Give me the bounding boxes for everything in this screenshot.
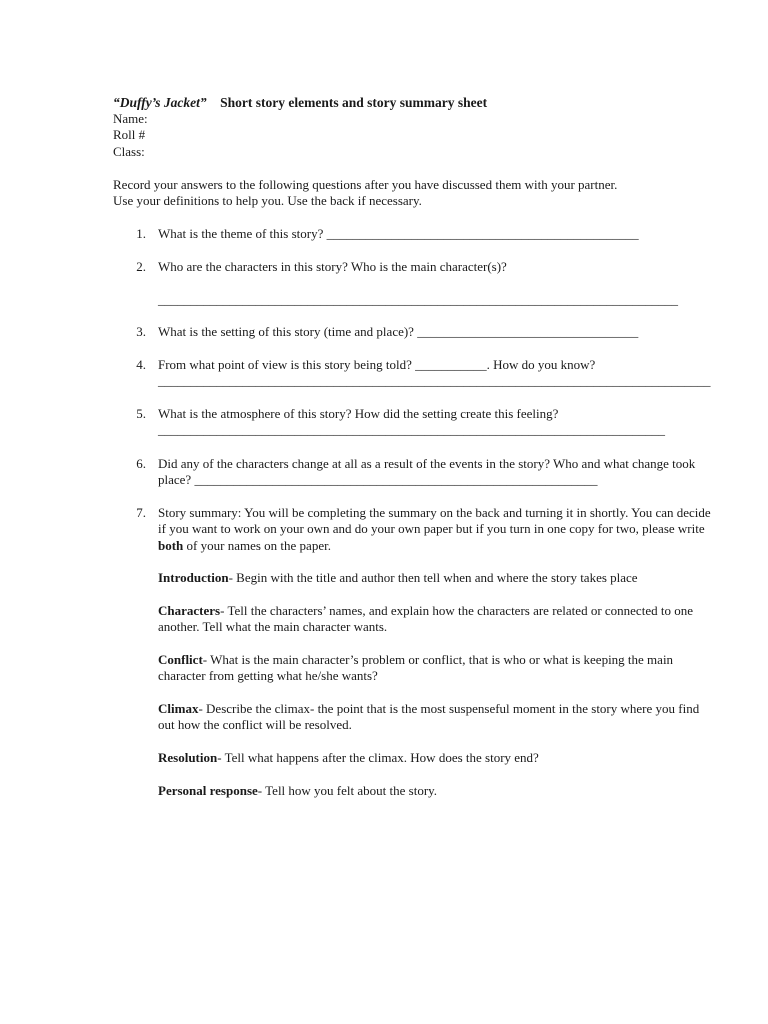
question-text: Who are the characters in this story? Who is the main character(s)?	[158, 259, 507, 274]
summary-text: - Describe the climax- the point that is the most suspenseful moment in the story where you find	[198, 701, 700, 716]
summary-text-continued: out how the conflict will be resolved.	[158, 717, 352, 732]
sheet-title: Short story elements and story summary sheet	[220, 95, 488, 110]
summary-label: Personal response	[158, 783, 258, 798]
summary-label: Resolution	[158, 750, 218, 765]
question-number: 2.	[136, 259, 146, 274]
name-label: Name:	[113, 111, 148, 126]
answer-line: _____________________________________________________________________________________	[158, 373, 711, 388]
summary-label: Climax	[158, 701, 199, 716]
question-number: 1.	[136, 226, 146, 241]
summary-item-climax	[158, 701, 699, 718]
page-title	[113, 95, 487, 112]
summary-item-conflict	[158, 652, 673, 669]
question-text: Story summary: You will be completing the summary on the back and turning it in shortly. You can decide	[158, 505, 711, 520]
instructions-line-2: Use your definitions to help you. Use the back if necessary.	[113, 193, 422, 208]
question-number: 3.	[136, 324, 146, 339]
question-text: From what point of view is this story being told? ___________. How do you know?	[158, 357, 596, 372]
summary-text: - What is the main character’s problem or conflict, that is who or what is keeping the main	[202, 652, 674, 667]
question-text-continued: place? ______________________________________________________________	[158, 472, 598, 487]
instructions-line-1: Record your answers to the following questions after you have discussed them with your partner.	[113, 177, 618, 192]
summary-text: - Tell the characters’ names, and explain how the characters are related or connected to one	[220, 603, 693, 618]
class-label: Class:	[113, 144, 145, 159]
question-text: Did any of the characters change at all as a result of the events in the story? Who and what change took	[158, 456, 696, 471]
summary-text: - Tell what happens after the climax. How does the story end?	[217, 750, 539, 765]
summary-text: - Tell how you felt about the story.	[257, 783, 438, 798]
summary-label: Characters	[158, 603, 221, 618]
summary-item-introduction	[158, 570, 638, 587]
question-number: 4.	[136, 357, 146, 372]
summary-item-characters	[158, 603, 693, 620]
question-number: 6.	[136, 456, 146, 471]
summary-text-continued: character from getting what he/she wants?	[158, 668, 378, 683]
summary-text: - Begin with the title and author then tell when and where the story takes place	[228, 570, 638, 585]
story-title: “Duffy’s Jacket”	[113, 95, 207, 110]
summary-label: Conflict	[158, 652, 203, 667]
question-text: What is the setting of this story (time and place)? __________________________________	[158, 324, 639, 339]
summary-item-resolution	[158, 750, 539, 767]
answer-line: ______________________________________________________________________________	[158, 422, 665, 437]
question-number: 7.	[136, 505, 146, 520]
summary-text-continued: another. Tell what the main character wants.	[158, 619, 388, 634]
emphasis-both: both	[158, 538, 184, 553]
question-text-continued: if you want to work on your own and do your own paper but if you turn in one copy for two, please write	[158, 521, 705, 536]
answer-line: ________________________________________________________________________________	[158, 292, 678, 307]
question-text: What is the theme of this story? ________________________________________________	[158, 226, 639, 241]
question-text: What is the atmosphere of this story? How did the setting create this feeling?	[158, 406, 559, 421]
roll-label: Roll #	[113, 127, 146, 142]
summary-item-personal-response	[158, 783, 437, 800]
question-text-continued: both of your names on the paper.	[158, 538, 331, 553]
question-number: 5.	[136, 406, 146, 421]
summary-label: Introduction	[158, 570, 229, 585]
